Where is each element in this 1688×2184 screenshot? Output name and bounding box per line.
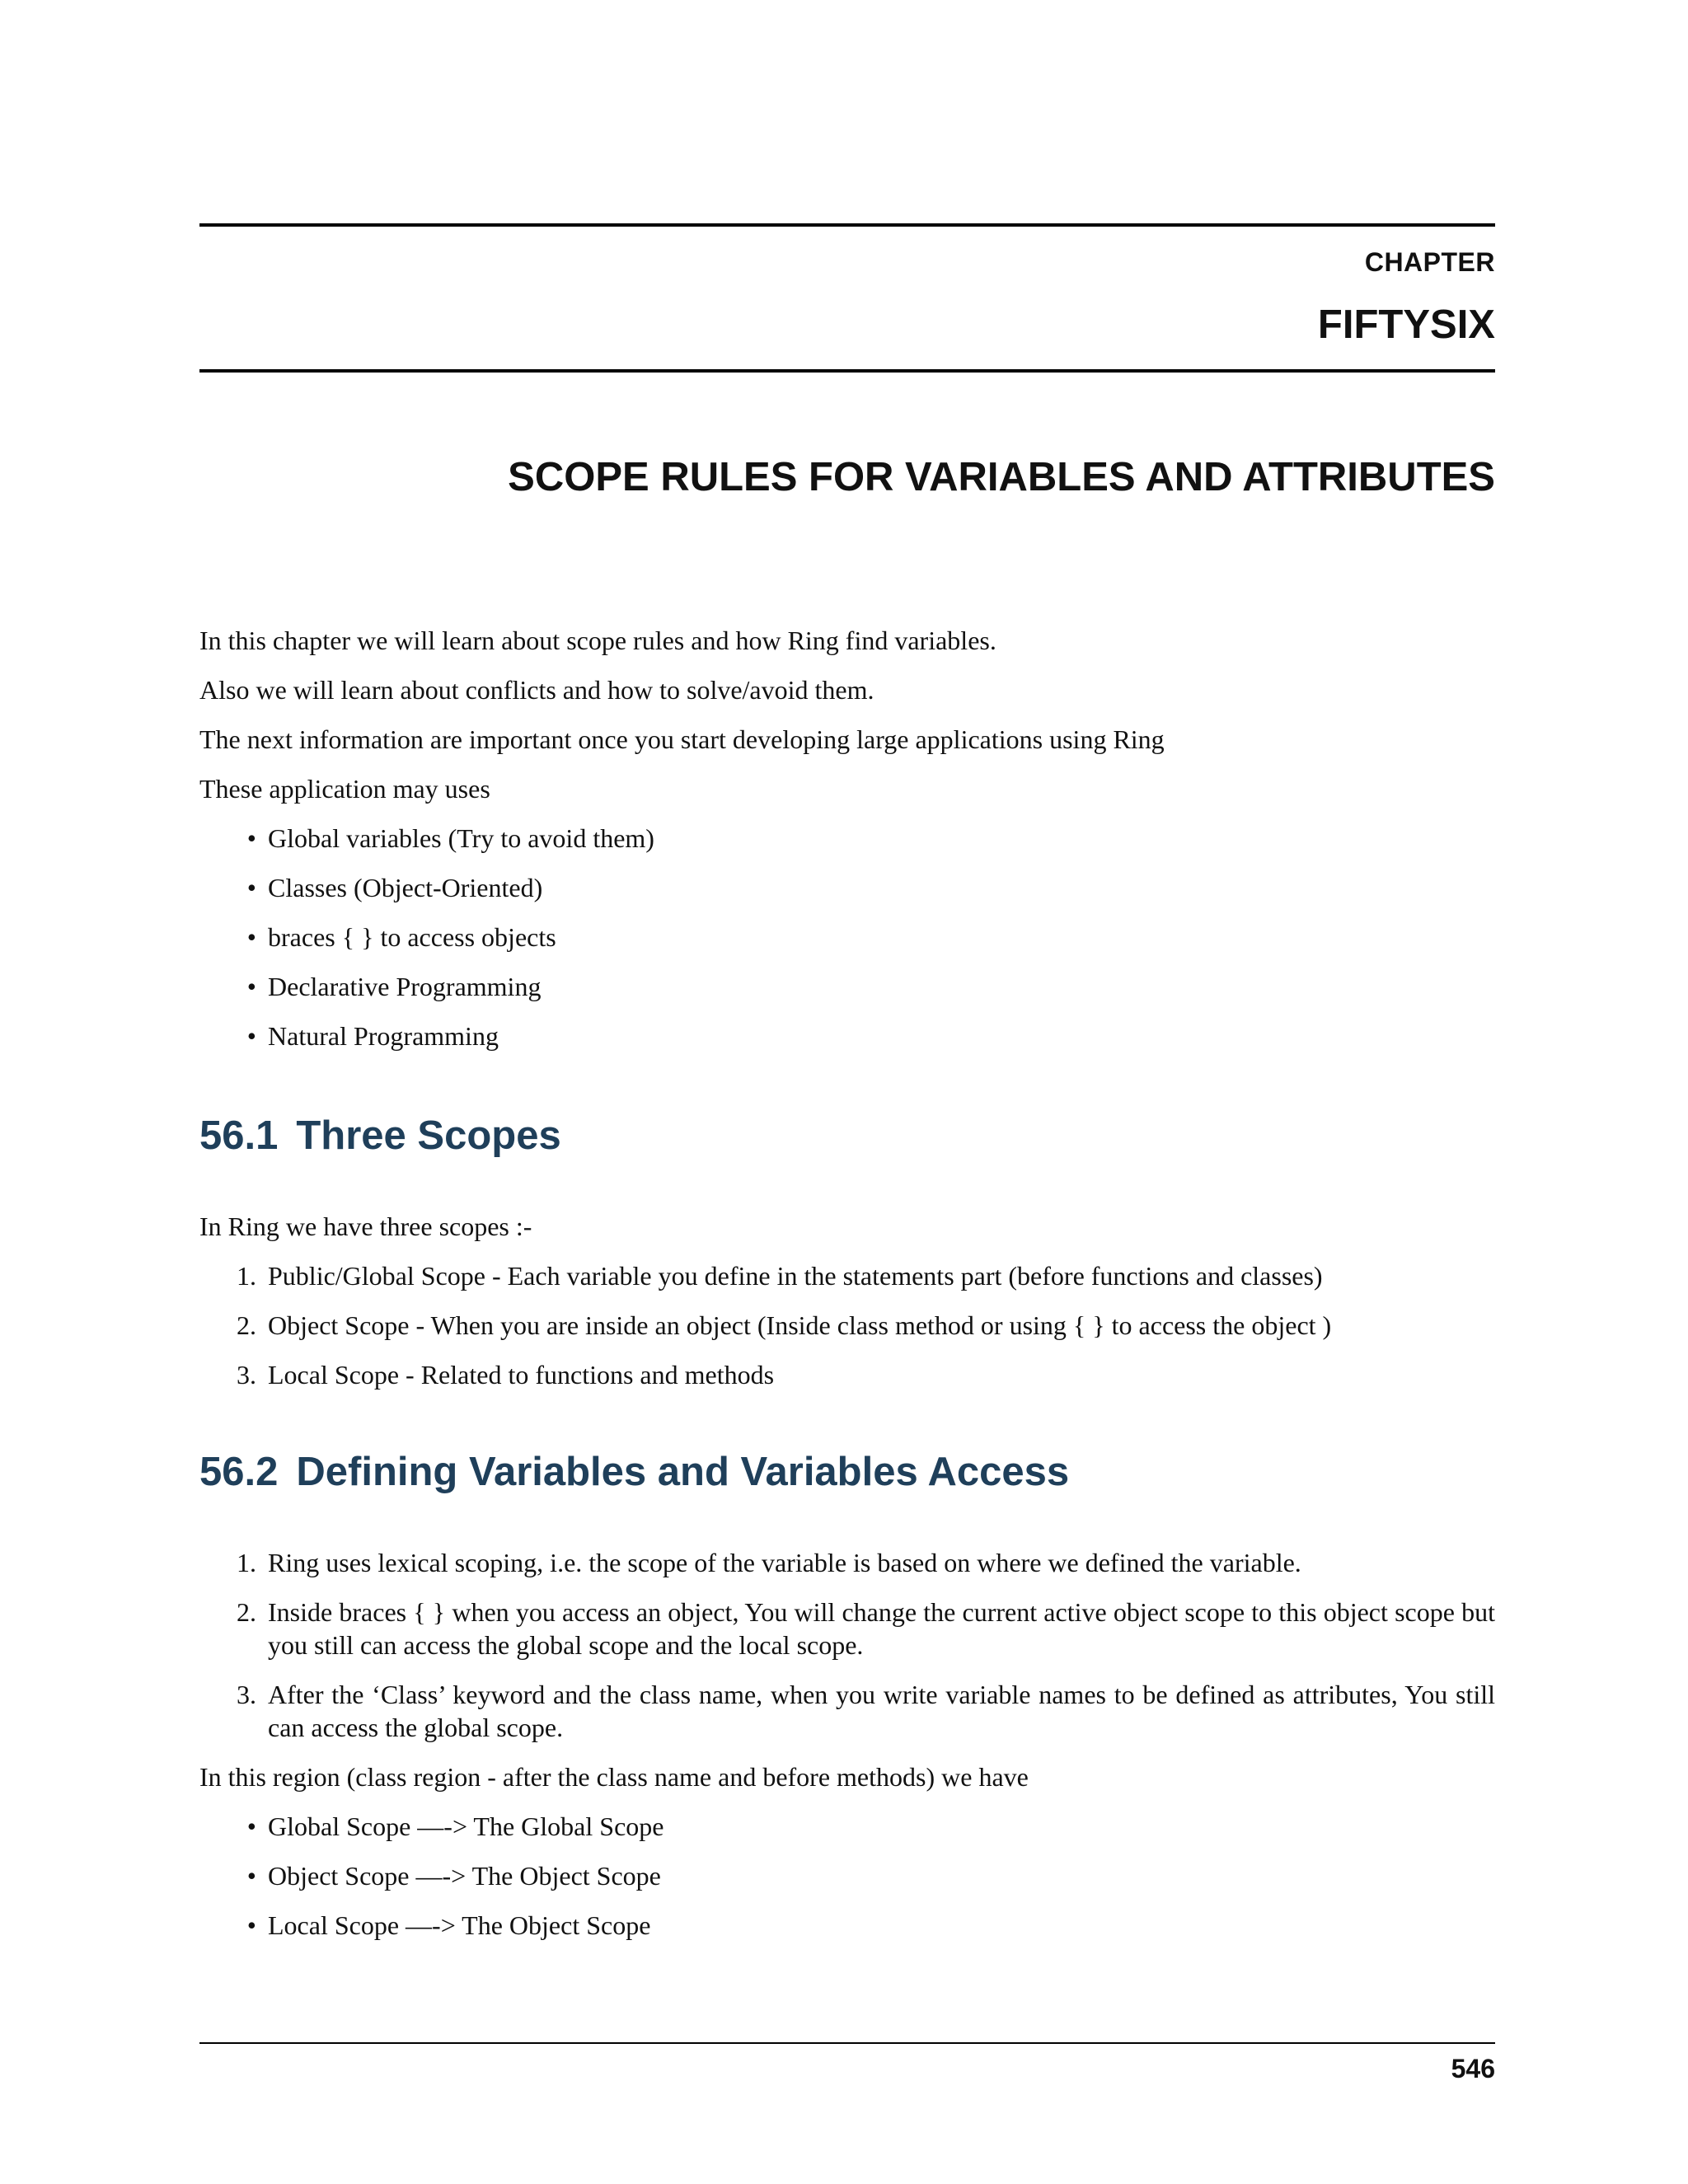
section1-list-item xyxy=(237,1358,1495,1391)
region-bullet-text: Global Scope —-> The Global Scope xyxy=(268,1811,664,1841)
section2-region-bullet xyxy=(246,1909,1495,1942)
chapter-number: FIFTYSIX xyxy=(1317,302,1495,347)
intro-bullet-text: Classes (Object-Oriented) xyxy=(268,873,543,902)
intro-bullet-text: Declarative Programming xyxy=(268,972,542,1001)
list-item-text: Inside braces { } when you access an object, You will change the current active object scope to this object scope but you still can access the global scope and the local scope. xyxy=(268,1597,1495,1660)
bullet-marker: • xyxy=(246,873,256,902)
section-title: Defining Variables and Variables Access xyxy=(296,1450,1070,1494)
number-marker: 3. xyxy=(237,1680,256,1709)
intro-bullet-item xyxy=(246,871,1495,904)
bullet-marker: • xyxy=(246,1910,256,1940)
intro-paragraph-3: The next information are important once you start developing large applications using Ring xyxy=(199,724,1165,754)
section2-region-intro: In this region (class region - after the class name and before methods) we have xyxy=(199,1762,1029,1792)
chapter-bottom-rule xyxy=(199,369,1495,373)
section2-region-bullet xyxy=(246,1810,1495,1843)
intro-paragraph-2: Also we will learn about conflicts and how to solve/avoid them. xyxy=(199,675,874,705)
number-marker: 2. xyxy=(237,1597,256,1627)
chapter-top-rule xyxy=(199,223,1495,227)
region-bullet-text: Object Scope —-> The Object Scope xyxy=(268,1861,661,1891)
list-item-text: After the ‘Class’ keyword and the class name, when you write variable names to be defined as attributes, You still can access the global scope. xyxy=(268,1680,1495,1742)
intro-bullet-item xyxy=(246,921,1495,954)
intro-bullet-item xyxy=(246,970,1495,1003)
bullet-marker: • xyxy=(246,972,256,1001)
chapter-label: CHAPTER xyxy=(1364,247,1495,277)
section-heading-three-scopes xyxy=(199,1113,561,1159)
section1-list-item xyxy=(237,1309,1495,1342)
section-heading-defining-variables xyxy=(199,1449,1069,1495)
list-item-text: Local Scope - Related to functions and methods xyxy=(268,1360,775,1390)
intro-bullet-text: braces { } to access objects xyxy=(268,922,556,952)
bullet-marker: • xyxy=(246,1021,256,1051)
intro-bullet-text: Global variables (Try to avoid them) xyxy=(268,823,654,853)
section2-region-bullet xyxy=(246,1859,1495,1892)
section-number: 56.1 xyxy=(199,1113,279,1158)
number-marker: 3. xyxy=(237,1360,256,1390)
bullet-marker: • xyxy=(246,1811,256,1841)
section-title: Three Scopes xyxy=(296,1113,561,1158)
section2-list-item xyxy=(237,1546,1495,1579)
bullet-marker: • xyxy=(246,823,256,853)
number-marker: 1. xyxy=(237,1261,256,1291)
section1-intro: In Ring we have three scopes :- xyxy=(199,1212,532,1241)
section2-list-item xyxy=(237,1678,1495,1744)
region-bullet-text: Local Scope —-> The Object Scope xyxy=(268,1910,651,1940)
chapter-title: SCOPE RULES FOR VARIABLES AND ATTRIBUTES xyxy=(508,455,1495,499)
bullet-marker: • xyxy=(246,1861,256,1891)
footer-rule xyxy=(199,2042,1495,2044)
list-item-text: Ring uses lexical scoping, i.e. the scope of the variable is based on where we defined the variable. xyxy=(268,1548,1301,1577)
list-item-text: Public/Global Scope - Each variable you define in the statements part (before functions and classes) xyxy=(268,1261,1323,1291)
intro-paragraph-1: In this chapter we will learn about scope rules and how Ring find variables. xyxy=(199,626,996,655)
bullet-marker: • xyxy=(246,922,256,952)
section2-list-item xyxy=(237,1596,1495,1661)
number-marker: 2. xyxy=(237,1310,256,1340)
intro-bullet-item xyxy=(246,1019,1495,1052)
intro-bullet-text: Natural Programming xyxy=(268,1021,499,1051)
section1-list-item xyxy=(237,1259,1495,1292)
section-number: 56.2 xyxy=(199,1450,279,1494)
page-number: 546 xyxy=(1451,2054,1495,2083)
list-item-text: Object Scope - When you are inside an object (Inside class method or using { } to access the object ) xyxy=(268,1310,1332,1340)
number-marker: 1. xyxy=(237,1548,256,1577)
intro-paragraph-4: These application may uses xyxy=(199,774,490,804)
intro-bullet-item xyxy=(246,822,1495,855)
